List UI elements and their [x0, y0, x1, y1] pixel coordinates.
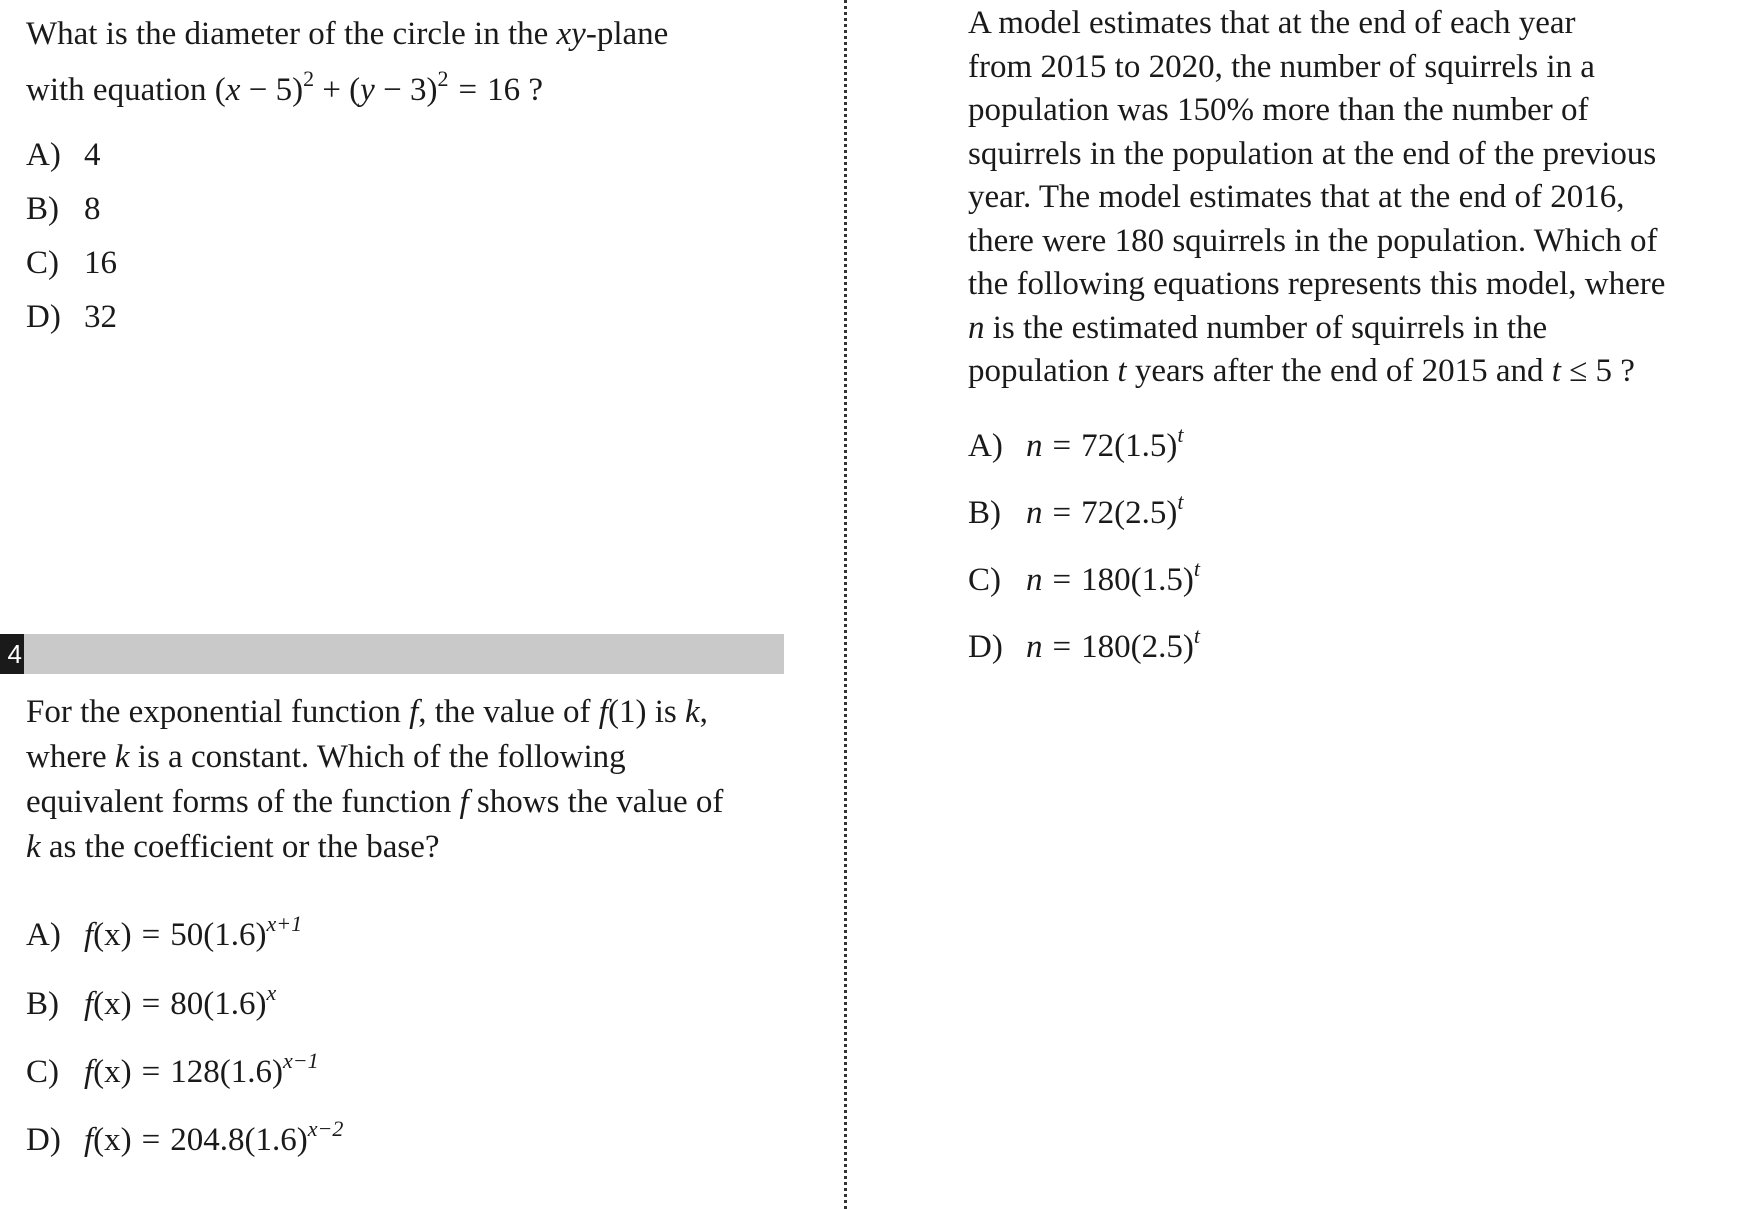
stem-line-6: there were 180 squirrels in the population. Which of	[968, 222, 1658, 259]
left-column-lower	[26, 0, 796, 1209]
stem-line-9: population t years after the end of 2015 and t ≤ 5 ?	[968, 353, 1635, 389]
choice-a[interactable]: A) 4	[26, 137, 101, 173]
choice-c[interactable]: C) 16	[26, 245, 117, 281]
choice-a[interactable]: A) $f(x) = 50(1.6)^{x+1}$	[26, 911, 303, 953]
squirrel-question-stem	[968, 2, 1728, 394]
question-number: 4	[0, 634, 24, 674]
choice-c[interactable]: C) $n = 180(1.5)^t$	[968, 556, 1200, 598]
choice-d[interactable]: D) $n = 180(2.5)^t$	[968, 623, 1200, 665]
choice-c[interactable]: C) $f(x) = 128(1.6)^{x-1}$	[26, 1048, 319, 1090]
stem-line-3: equivalent forms of the function f shows the value of	[26, 784, 724, 820]
exponential-question-stem	[26, 690, 806, 870]
stem-line-4: k as the coefficient or the base?	[26, 829, 440, 865]
stem-line-1: What is the diameter of the circle in the xy-plane	[26, 16, 669, 52]
choice-b[interactable]: B) $n = 72(2.5)^t$	[968, 489, 1184, 531]
column-divider	[844, 0, 847, 1209]
choice-b[interactable]: B) $f(x) = 80(1.6)^x$	[26, 980, 277, 1022]
stem-line-5: year. The model estimates that at the end of 2016,	[968, 179, 1625, 215]
stem-line-2: with equation $(x - 5)^2 + (y - 3)^2 = 16$ ?	[26, 66, 543, 108]
choice-d[interactable]: D) $f(x) = 204.8(1.6)^{x-2}$	[26, 1116, 344, 1158]
choice-b[interactable]: B) 8	[26, 191, 101, 227]
stem-line-1: For the exponential function f, the value of f(1) is k,	[26, 694, 708, 730]
choice-d[interactable]: D) 32	[26, 299, 117, 335]
choice-a[interactable]: A) $n = 72(1.5)^t$	[968, 422, 1184, 464]
stem-line-2: from 2015 to 2020, the number of squirrels in a	[968, 48, 1595, 85]
stem-line-8: n is the estimated number of squirrels in the	[968, 309, 1548, 346]
stem-line-1: A model estimates that at the end of each year	[968, 5, 1576, 41]
stem-line-3: population was 150% more than the number of	[968, 92, 1589, 128]
stem-line-7: the following equations represents this model, where	[968, 266, 1666, 302]
stem-line-2: where k is a constant. Which of the following	[26, 739, 626, 775]
right-column	[968, 0, 1728, 1209]
stem-line-4: squirrels in the population at the end of the previous	[968, 135, 1657, 172]
